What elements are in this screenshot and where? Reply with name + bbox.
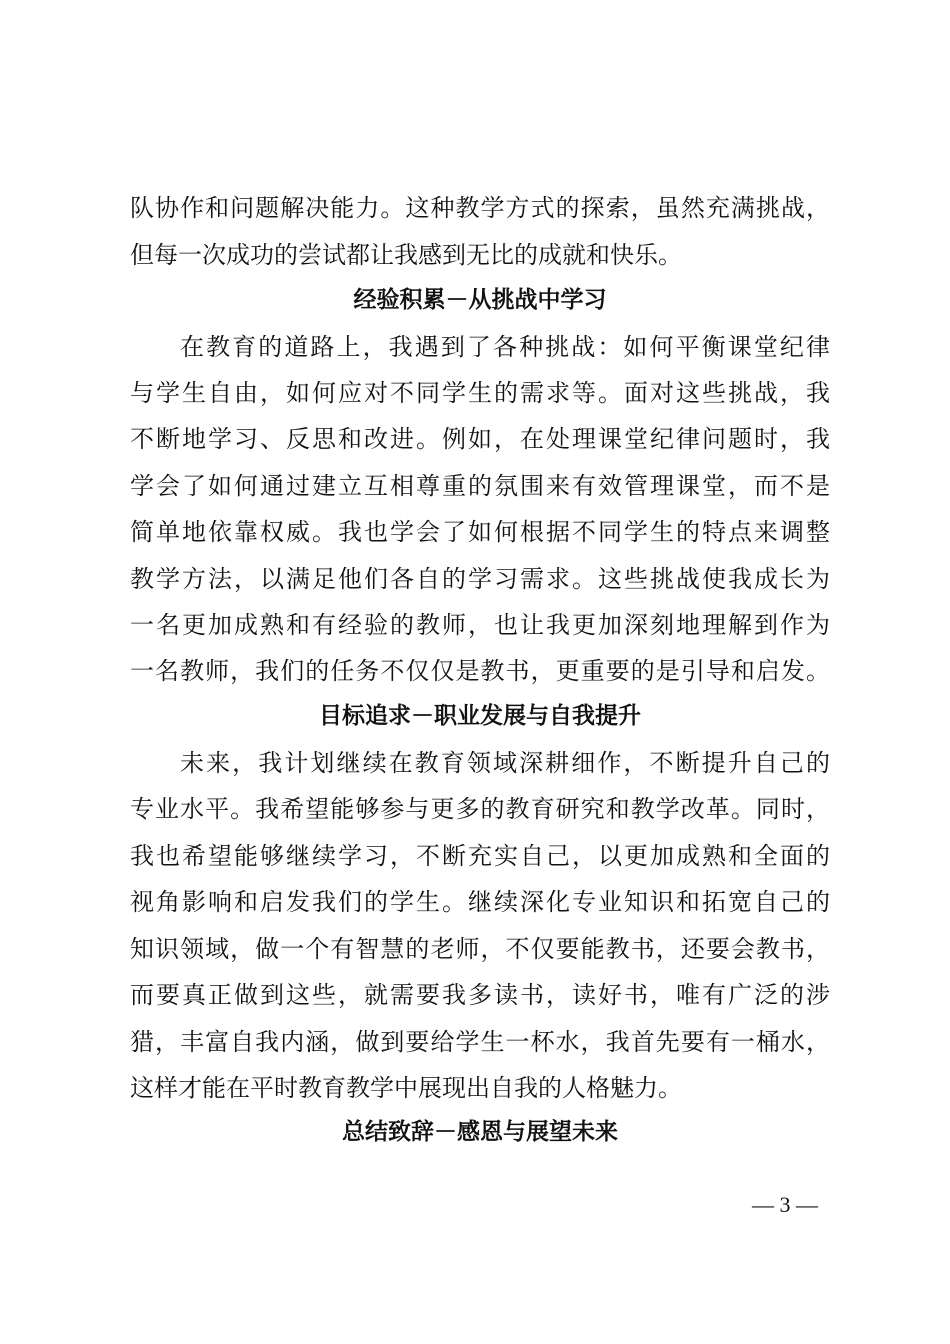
page-number: — 3 — [752, 1192, 818, 1217]
paragraph-line: 未来，我计划继续在教育领域深耕细作，不断提升自己的 [180, 749, 830, 777]
paragraph-line: 但每一次成功的尝试都让我感到无比的成就和快乐。 [130, 241, 682, 269]
paragraph-line: 知识领域，做一个有智慧的老师，不仅要能教书，还要会教书， [130, 935, 830, 963]
paragraph-line: 一名教师，我们的任务不仅仅是教书，更重要的是引导和启发。 [130, 657, 830, 685]
paragraph-line: 简单地依靠权威。我也学会了如何根据不同学生的特点来调整 [130, 518, 830, 546]
paragraph-line: 这样才能在平时教育教学中展现出自我的人格魅力。 [130, 1074, 682, 1102]
section-heading-summary: 总结致辞－感恩与展望未来 [342, 1119, 618, 1145]
paragraph-line: 一名更加成熟和有经验的教师，也让我更加深刻地理解到作为 [130, 611, 830, 639]
paragraph-line: 学会了如何通过建立互相尊重的氛围来有效管理课堂，而不是 [130, 472, 830, 500]
section-heading-experience: 经验积累－从挑战中学习 [353, 287, 607, 313]
paragraph-line: 在教育的道路上，我遇到了各种挑战：如何平衡课堂纪律 [180, 333, 830, 361]
paragraph-line: 与学生自由，如何应对不同学生的需求等。面对这些挑战，我 [130, 379, 830, 407]
section-heading-goals: 目标追求－职业发展与自我提升 [319, 703, 641, 729]
paragraph-line: 我也希望能够继续学习，不断充实自己，以更加成熟和全面的 [130, 842, 830, 870]
paragraph-line: 队协作和问题解决能力。这种教学方式的探索，虽然充满挑战， [130, 194, 830, 222]
paragraph-line: 不断地学习、反思和改进。例如，在处理课堂纪律问题时，我 [130, 425, 830, 453]
paragraph-line: 视角影响和启发我们的学生。继续深化专业知识和拓宽自己的 [130, 888, 830, 916]
paragraph-line: 教学方法，以满足他们各自的学习需求。这些挑战使我成长为 [130, 565, 830, 593]
paragraph-line: 猎，丰富自我内涵，做到要给学生一杯水，我首先要有一桶水， [130, 1028, 830, 1056]
paragraph-line: 专业水平。我希望能够参与更多的教育研究和教学改革。同时， [130, 795, 830, 823]
paragraph-line: 而要真正做到这些，就需要我多读书，读好书，唯有广泛的涉 [130, 981, 830, 1009]
